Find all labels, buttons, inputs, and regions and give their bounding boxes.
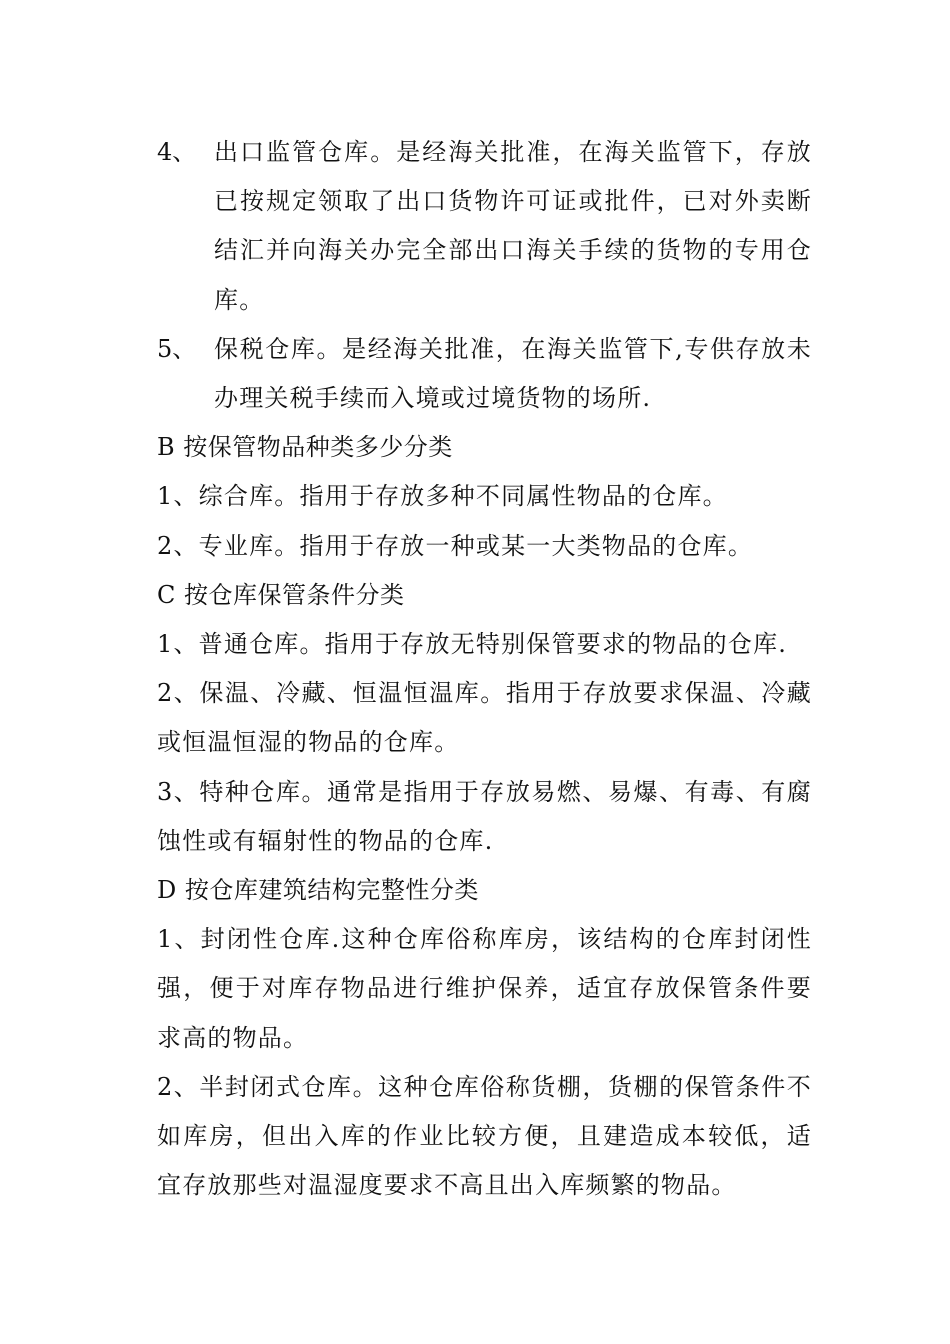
section-heading-b: B 按保管物品种类多少分类: [157, 433, 453, 462]
paragraph: 2、保温、冷藏、恒温恒温库。指用于存放要求保温、冷藏或恒温恒湿的物品的仓库。: [157, 679, 812, 757]
paragraph: 1、普通仓库。指用于存放无特别保管要求的物品的仓库.: [157, 630, 788, 659]
paragraph: 2、专业库。指用于存放一种或某一大类物品的仓库。: [157, 531, 754, 560]
list-number: 5、: [157, 334, 197, 363]
paragraph: 2、半封闭式仓库。这种仓库俗称货棚，货棚的保管条件不如库房，但出入库的作业比较方便，且建造成本较低，适宜存放那些对温湿度要求不高且出入库频繁的物品。: [157, 1072, 812, 1200]
paragraph: 1、综合库。指用于存放多种不同属性物品的仓库。: [157, 482, 728, 511]
paragraph: 1、封闭性仓库.这种仓库俗称库房，该结构的仓库封闭性强，便于对库存物品进行维护保养，适宜存放保管条件要求高的物品。: [157, 925, 812, 1052]
section-heading-d: D 按仓库建筑结构完整性分类: [157, 876, 479, 905]
section-heading-c: C 按仓库保管条件分类: [157, 580, 405, 609]
document-body: [157, 128, 812, 1210]
list-number: 4、: [157, 138, 197, 166]
paragraph: 3、特种仓库。通常是指用于存放易燃、易爆、有毒、有腐蚀性或有辐射性的物品的仓库.: [157, 777, 812, 855]
list-text: 保税仓库。是经海关批准，在海关监管下,专供存放未办理关税手续而入境或过境货物的场所.: [214, 334, 812, 413]
list-item-5: [157, 325, 812, 423]
list-text: 出口监管仓库。是经海关批准，在海关监管下，存放已按规定领取了出口货物许可证或批件，已对外卖断结汇并向海关办完全部出口海关手续的货物的专用仓库。: [214, 138, 812, 314]
list-item-4: [157, 128, 812, 325]
